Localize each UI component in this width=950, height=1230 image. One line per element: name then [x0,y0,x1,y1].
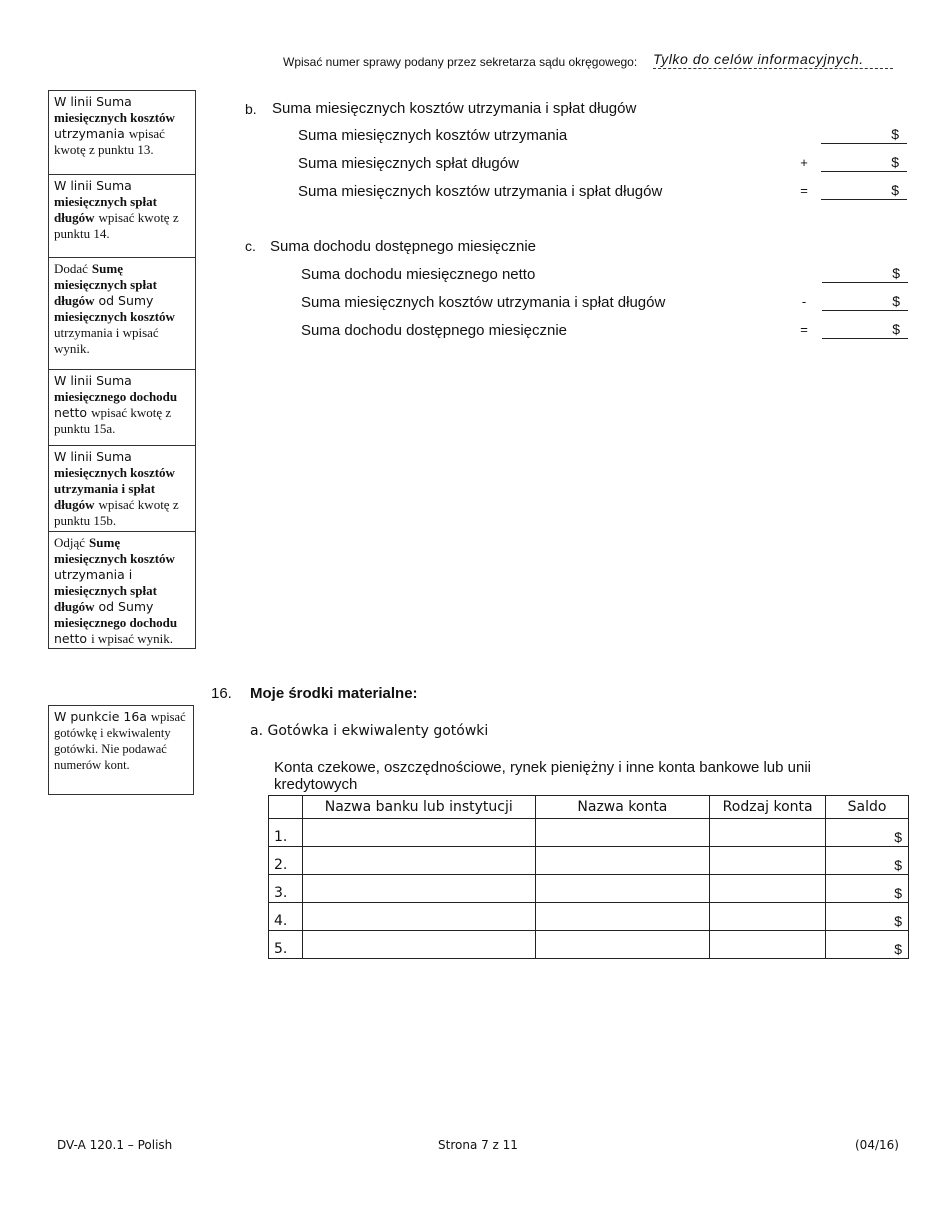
section-16a-title: a. Gotówka i ekwiwalenty gotówki [250,723,489,739]
balance-cell[interactable]: $ [826,875,909,903]
amount-field[interactable]: $ [821,126,907,144]
bank-name-cell[interactable] [302,931,535,959]
plus-operator: + [800,155,808,170]
account-name-cell[interactable] [535,875,710,903]
row-number: 1. [269,819,303,847]
section-b-title: Suma miesięcznych kosztów utrzymania i spłat długów [272,100,637,117]
balance-cell[interactable]: $ [826,903,909,931]
instruction-b-total: Dodać Sumę miesięcznych spłat długów od Sumy miesięcznych kosztów utrzymania i wpisać wynik. [49,257,195,370]
row-number: 2. [269,847,303,875]
section-16-title: Moje środki materialne: [250,685,418,702]
bank-accounts-table [268,795,909,959]
section-c-letter: c. [245,238,256,254]
amount-field[interactable]: $ [822,321,908,339]
instruction-16a: W punkcie 16a wpisać gotówkę i ekwiwalenty gotówki. Nie podawać numerów kont. [48,705,194,795]
amount-field[interactable]: $ [822,293,908,311]
row-label: Suma miesięcznych kosztów utrzymania i spłat długów [301,294,666,311]
column-header-account-type: Rodzaj konta [710,796,826,819]
account-type-cell[interactable] [710,903,826,931]
balance-cell[interactable]: $ [826,847,909,875]
row-label: Suma miesięcznych kosztów utrzymania i spłat długów [298,183,663,200]
instruction-c-costs-debts: W linii Suma miesięcznych kosztów utrzymania i spłat długów wpisać kwotę z punktu 15b. [49,445,195,532]
row-label: Suma dochodu dostępnego miesięcznie [301,322,568,339]
balance-cell[interactable]: $ [826,931,909,959]
account-name-cell[interactable] [535,847,710,875]
balance-cell[interactable]: $ [826,819,909,847]
column-header-balance: Saldo [826,796,909,819]
instruction-b-debt-payments: W linii Suma miesięcznych spłat długów wpisać kwotę z punktu 14. [49,174,195,258]
form-id: DV-A 120.1 – Polish [57,1138,173,1152]
row-number: 4. [269,903,303,931]
row-label: Suma miesięcznych kosztów utrzymania [298,127,568,144]
form-revision: (04/16) [855,1138,899,1152]
table-row [269,847,909,875]
table-row [269,819,909,847]
page-number: Strona 7 z 11 [438,1138,518,1152]
account-name-cell[interactable] [535,931,710,959]
bank-name-cell[interactable] [302,819,535,847]
equals-operator: = [800,322,808,337]
bank-name-cell[interactable] [302,847,535,875]
account-type-cell[interactable] [710,819,826,847]
column-header-account-name: Nazwa konta [535,796,710,819]
account-type-cell[interactable] [710,931,826,959]
section-c-title: Suma dochodu dostępnego miesięcznie [270,238,537,255]
account-type-cell[interactable] [710,875,826,903]
table-row [269,931,909,959]
case-number-label: Wpisać numer sprawy podany przez sekretarza sądu okręgowego: [283,55,638,69]
table-header-row [269,796,909,819]
row-label: Suma miesięcznych spłat długów [298,155,519,172]
minus-operator: - [801,294,807,309]
account-type-cell[interactable] [710,847,826,875]
section-16-number: 16. [211,685,232,702]
accounts-intro: Konta czekowe, oszczędnościowe, rynek pieniężny i inne konta bankowe lub unii kredytowych [274,759,811,793]
column-header-bank: Nazwa banku lub instytucji [302,796,535,819]
column-header-number [269,796,303,819]
account-name-cell[interactable] [535,819,710,847]
amount-field[interactable]: $ [822,265,908,283]
table-row [269,903,909,931]
instruction-c-net-income: W linii Suma miesięcznego dochodu netto wpisać kwotę z punktu 15a. [49,369,195,446]
amount-field[interactable]: $ [821,154,907,172]
account-name-cell[interactable] [535,903,710,931]
row-number: 5. [269,931,303,959]
section-b-letter: b. [245,101,257,117]
case-number-field[interactable]: Tylko do celów informacyjnych. [653,51,893,69]
instructions-sidebar [48,90,196,649]
bank-name-cell[interactable] [302,903,535,931]
table-row [269,875,909,903]
bank-name-cell[interactable] [302,875,535,903]
row-number: 3. [269,875,303,903]
amount-field[interactable]: $ [821,182,907,200]
instruction-b-living-costs: W linii Suma miesięcznych kosztów utrzymania wpisać kwotę z punktu 13. [54,94,175,157]
instruction-c-available: Odjąć Sumę miesięcznych kosztów utrzymania i miesięcznych spłat długów od Sumy miesięcznego dochodu netto i wpisać wynik. [49,531,195,648]
row-label: Suma dochodu miesięcznego netto [301,266,536,283]
equals-operator: = [800,183,808,198]
